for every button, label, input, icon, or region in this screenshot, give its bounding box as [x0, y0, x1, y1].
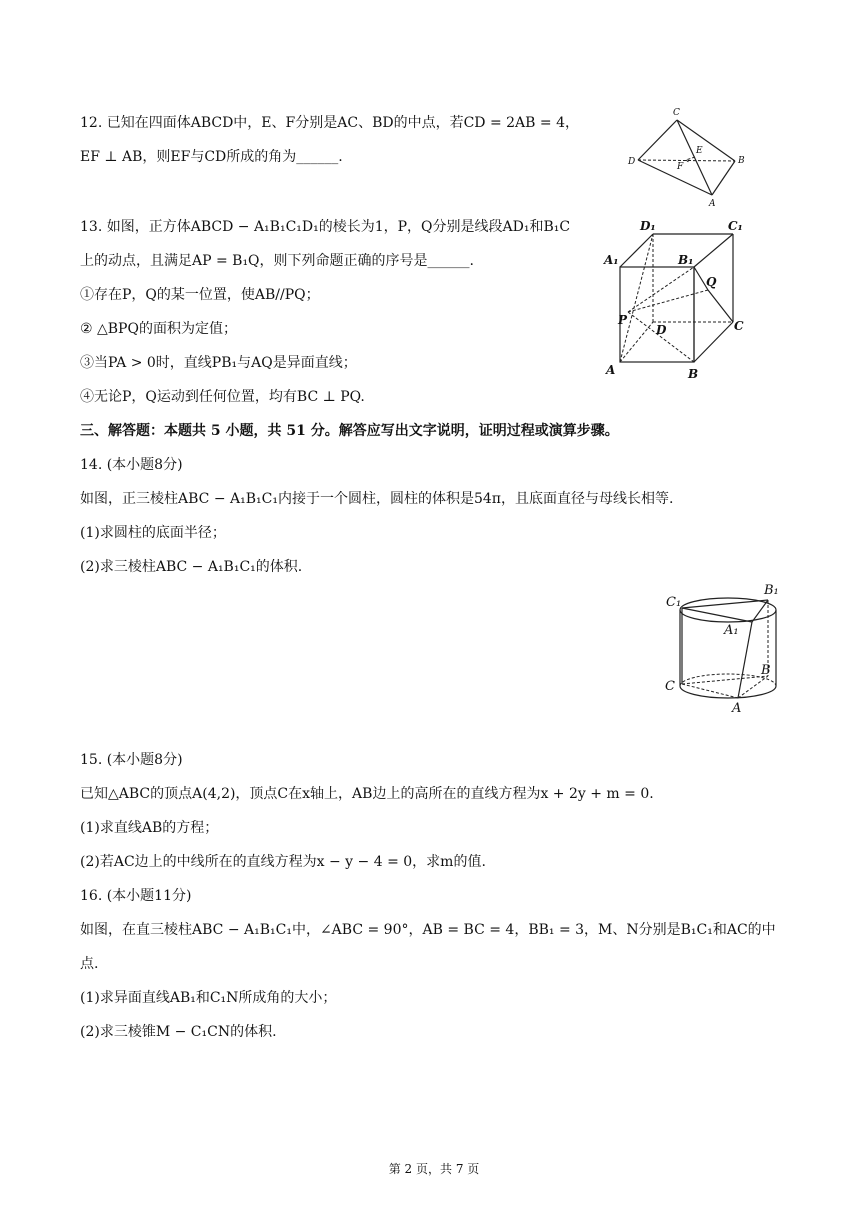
label-B1: B₁: [764, 583, 779, 598]
q13-option-1: ①存在P，Q的某一位置，使AB//PQ；: [80, 287, 320, 303]
label-B: B: [761, 663, 771, 678]
q16-heading: 16. (本小题11分): [80, 888, 192, 904]
q16-body-line1: 如图，在直三棱柱ABC − A₁B₁C₁中，∠ABC = 90°，AB = BC = 4，BB₁ = 3，M、N分别是B₁C₁和AC的中: [80, 922, 776, 938]
label-B: B: [688, 367, 699, 381]
q12-line1: 12. 已知在四面体ABCD中，E、F分别是AC、BD的中点，若CD = 2AB = 4，: [80, 115, 579, 131]
label-D1: D₁: [640, 219, 656, 233]
label-P: P: [618, 313, 628, 327]
section-3-heading: 三、解答题：本题共 5 小题，共 51 分。解答应写出文字说明，证明过程或演算步骤。: [80, 423, 619, 439]
label-D: D: [656, 323, 667, 337]
label-C: C: [673, 108, 680, 118]
tetrahedron-figure: [620, 103, 760, 208]
q14-heading: 14. (本小题8分): [80, 457, 183, 473]
q13-line1: 13. 如图，正方体ABCD − A₁B₁C₁D₁的棱长为1，P，Q分别是线段AD₁和B₁C: [80, 219, 571, 235]
label-F: F: [677, 162, 684, 172]
q14-part-2: (2)求三棱柱ABC − A₁B₁C₁的体积.: [80, 559, 303, 575]
label-C: C: [734, 319, 744, 333]
cube-figure: [600, 212, 760, 384]
q16-part-2: (2)求三棱锥M − C₁CN的体积.: [80, 1024, 277, 1040]
label-A1: A₁: [604, 253, 619, 267]
q13-line2: 上的动点，且满足AP = B₁Q，则下列命题正确的序号是______.: [80, 253, 474, 269]
q15-part-2: (2)若AC边上的中线所在的直线方程为x − y − 4 = 0，求m的值.: [80, 854, 486, 870]
label-E: E: [696, 146, 703, 156]
label-C1: C₁: [728, 219, 743, 233]
q16-part-1: (1)求异面直线AB₁和C₁N所成角的大小；: [80, 990, 337, 1006]
label-A: A: [732, 701, 742, 716]
q13-option-4: ④无论P，Q运动到任何位置，均有BC ⊥ PQ.: [80, 389, 365, 405]
label-B1: B₁: [678, 253, 694, 267]
q15-heading: 15. (本小题8分): [80, 752, 183, 768]
q13-option-3: ③当PA > 0时，直线PB₁与AQ是异面直线；: [80, 355, 357, 371]
q13-option-2: ② △BPQ的面积为定值；: [80, 321, 237, 337]
label-A1: A₁: [724, 623, 739, 638]
q12-line2: EF ⊥ AB，则EF与CD所成的角为______.: [80, 149, 343, 165]
label-Q: Q: [706, 275, 717, 289]
label-C: C: [665, 679, 675, 694]
label-D: D: [628, 157, 636, 167]
page-footer: 第 2 页，共 7 页: [388, 1162, 480, 1176]
q15-part-1: (1)求直线AB的方程；: [80, 820, 219, 836]
label-A: A: [709, 199, 716, 208]
q14-part-1: (1)求圆柱的底面半径；: [80, 525, 226, 541]
label-C1: C₁: [666, 595, 682, 610]
q15-body: 已知△ABC的顶点A(4,2)，顶点C在x轴上，AB边上的高所在的直线方程为x + 2y + m = 0.: [80, 786, 654, 802]
cylinder-figure: [660, 578, 790, 718]
label-A: A: [606, 363, 616, 377]
q14-body: 如图，正三棱柱ABC − A₁B₁C₁内接于一个圆柱，圆柱的体积是54π，且底面直径与母线长相等.: [80, 491, 674, 507]
q16-body-line2: 点.: [80, 956, 99, 972]
label-B: B: [738, 156, 745, 166]
